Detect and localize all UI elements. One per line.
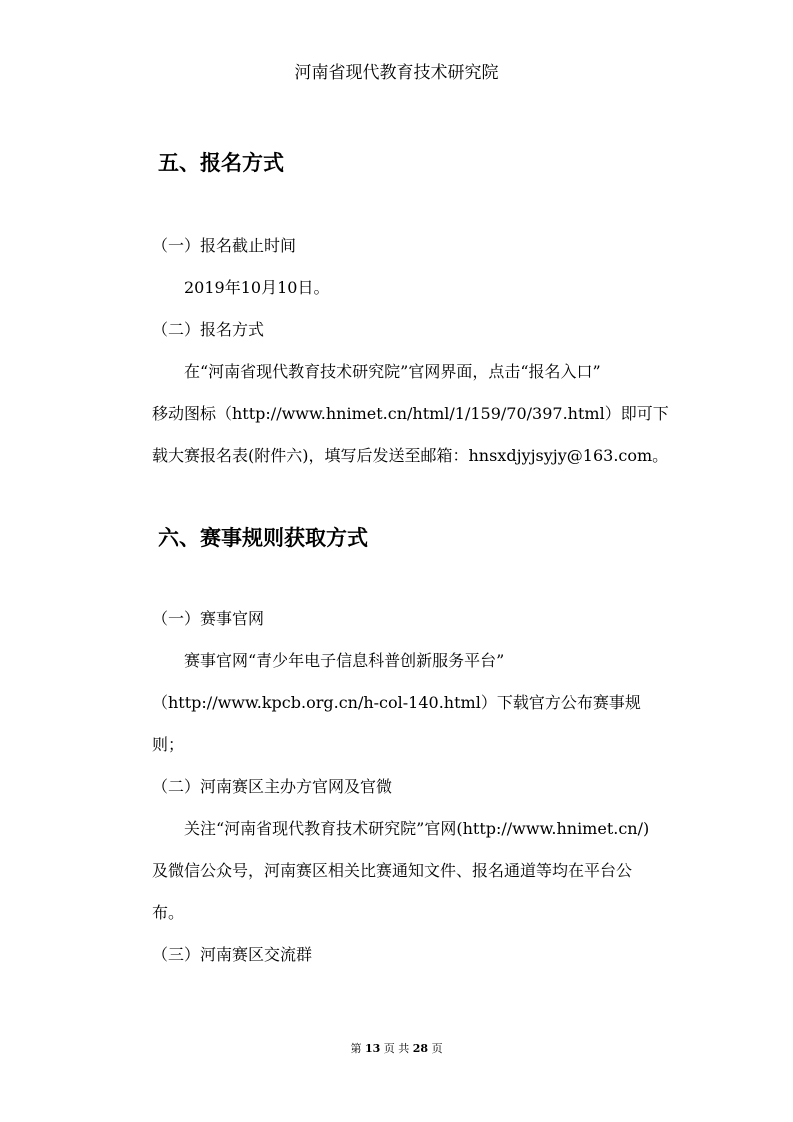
organizer-line-3: 布。	[152, 903, 185, 922]
footer-current-page: 13	[364, 1042, 381, 1055]
method-line-1: 在“河南省现代教育技术研究院”官网界面，点击“报名入口”	[184, 362, 601, 381]
page-header: 河南省现代教育技术研究院	[294, 63, 499, 83]
subheading-deadline: （一）报名截止时间	[152, 236, 297, 255]
section-heading-registration: 五、报名方式	[158, 151, 284, 175]
organizer-line-2: 及微信公众号，河南赛区相关比赛通知文件、报名通道等均在平台公	[152, 861, 633, 880]
footer-total-pages: 28	[412, 1042, 429, 1055]
method-line-2: 移动图标（http://www.hnimet.cn/html/1/159/70/397.html）即可下	[152, 404, 669, 423]
official-site-line-1: 赛事官网“青少年电子信息科普创新服务平台”	[184, 651, 505, 670]
footer-suffix: 页	[431, 1042, 443, 1055]
footer-prefix: 第	[350, 1042, 362, 1055]
official-site-line-2: （http://www.kpcb.org.cn/h-col-140.html）下载官方公布赛事规	[152, 693, 641, 712]
organizer-line-1: 关注“河南省现代教育技术研究院”官网(http://www.hnimet.cn/)	[184, 819, 650, 838]
section-heading-rules: 六、赛事规则获取方式	[158, 526, 368, 550]
footer-mid: 页 共	[383, 1042, 410, 1055]
subheading-group: （三）河南赛区交流群	[152, 945, 313, 964]
method-line-3: 载大赛报名表(附件六)，填写后发送至邮箱：hnsxdjyjsyjy@163.com。	[152, 446, 669, 465]
page-footer	[0, 1040, 793, 1056]
subheading-method: （二）报名方式	[152, 320, 265, 339]
subheading-organizer: （二）河南赛区主办方官网及官微	[152, 777, 393, 796]
official-site-line-3: 则；	[152, 735, 185, 754]
deadline-date: 2019年10月10日。	[184, 278, 330, 297]
subheading-official-site: （一）赛事官网	[152, 609, 265, 628]
